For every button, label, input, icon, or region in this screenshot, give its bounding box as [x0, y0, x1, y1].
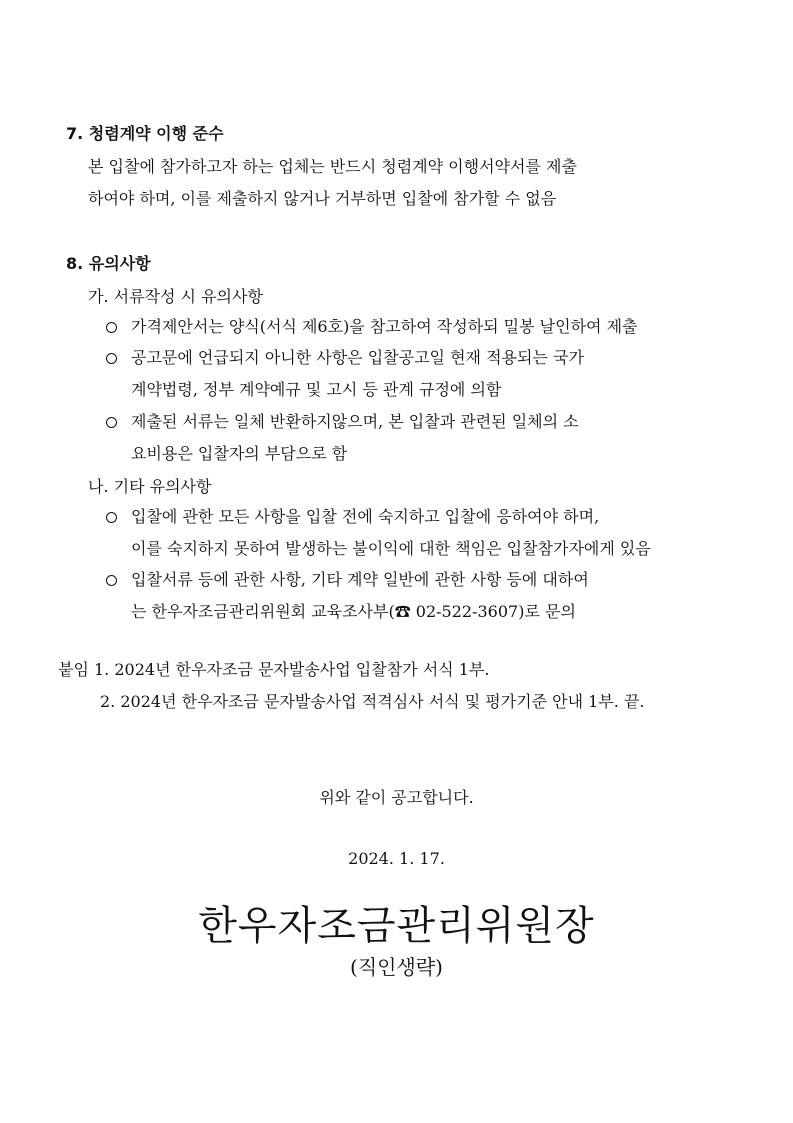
circle-bullet-icon	[106, 575, 117, 586]
section-8-heading: 8. 유의사항	[66, 254, 151, 273]
item-a3-text-line2: 요비용은 입찰자의 부담으로 함	[131, 444, 348, 463]
circle-bullet-icon	[106, 417, 117, 428]
item-b2-text-line1: 입찰서류 등에 관한 사항, 기타 계약 일반에 관한 사항 등에 대하여	[131, 570, 589, 589]
section-7-text-line1: 본 입찰에 참가하고자 하는 업체는 반드시 청렴계약 이행서약서를 제출	[88, 157, 577, 176]
closing-notice: 위와 같이 공고합니다.	[319, 788, 474, 807]
notice-date: 2024. 1. 17.	[348, 849, 445, 868]
item-b2-text-line2: 는 한우자조금관리위원회 교육조사부(☎ 02-522-3607)로 문의	[131, 602, 576, 621]
item-a2-text-line1: 공고문에 언급되지 아니한 사항은 입찰공고일 현재 적용되는 국가	[131, 348, 584, 367]
attachment-line2: 2. 2024년 한우자조금 문자발송사업 적격심사 서식 및 평가기준 안내 1부. 끝.	[100, 692, 645, 711]
circle-bullet-icon	[106, 353, 117, 364]
item-a2-text-line2: 계약법령, 정부 계약예규 및 고시 등 관계 규정에 의함	[131, 380, 502, 399]
attachment-line1: 붙임 1. 2024년 한우자조금 문자발송사업 입찰참가 서식 1부.	[58, 660, 490, 679]
item-a3-text-line1: 제출된 서류는 일체 반환하지않으며, 본 입찰과 관련된 일체의 소	[131, 412, 579, 431]
subsection-b-heading: 나. 기타 유의사항	[88, 477, 212, 496]
issuer-title: 한우자조금관리위원장	[198, 903, 595, 949]
item-b1-text-line2: 이를 숙지하지 못하여 발생하는 불이익에 대한 책임은 입찰참가자에게 있음	[131, 539, 651, 558]
section-7-heading: 7. 청렴계약 이행 준수	[66, 124, 224, 143]
item-a1-text: 가격제안서는 양식(서식 제6호)을 참고하여 작성하되 밀봉 날인하여 제출	[131, 317, 638, 336]
circle-bullet-icon	[106, 512, 117, 523]
section-7-text-line2: 하여야 하며, 이를 제출하지 않거나 거부하면 입찰에 참가할 수 없음	[88, 189, 557, 208]
seal-omitted-note: (직인생략)	[350, 955, 443, 979]
subsection-a-heading: 가. 서류작성 시 유의사항	[88, 287, 263, 306]
item-b1-text-line1: 입찰에 관한 모든 사항을 입찰 전에 숙지하고 입찰에 응하여야 하며,	[131, 507, 600, 526]
circle-bullet-icon	[106, 322, 117, 333]
